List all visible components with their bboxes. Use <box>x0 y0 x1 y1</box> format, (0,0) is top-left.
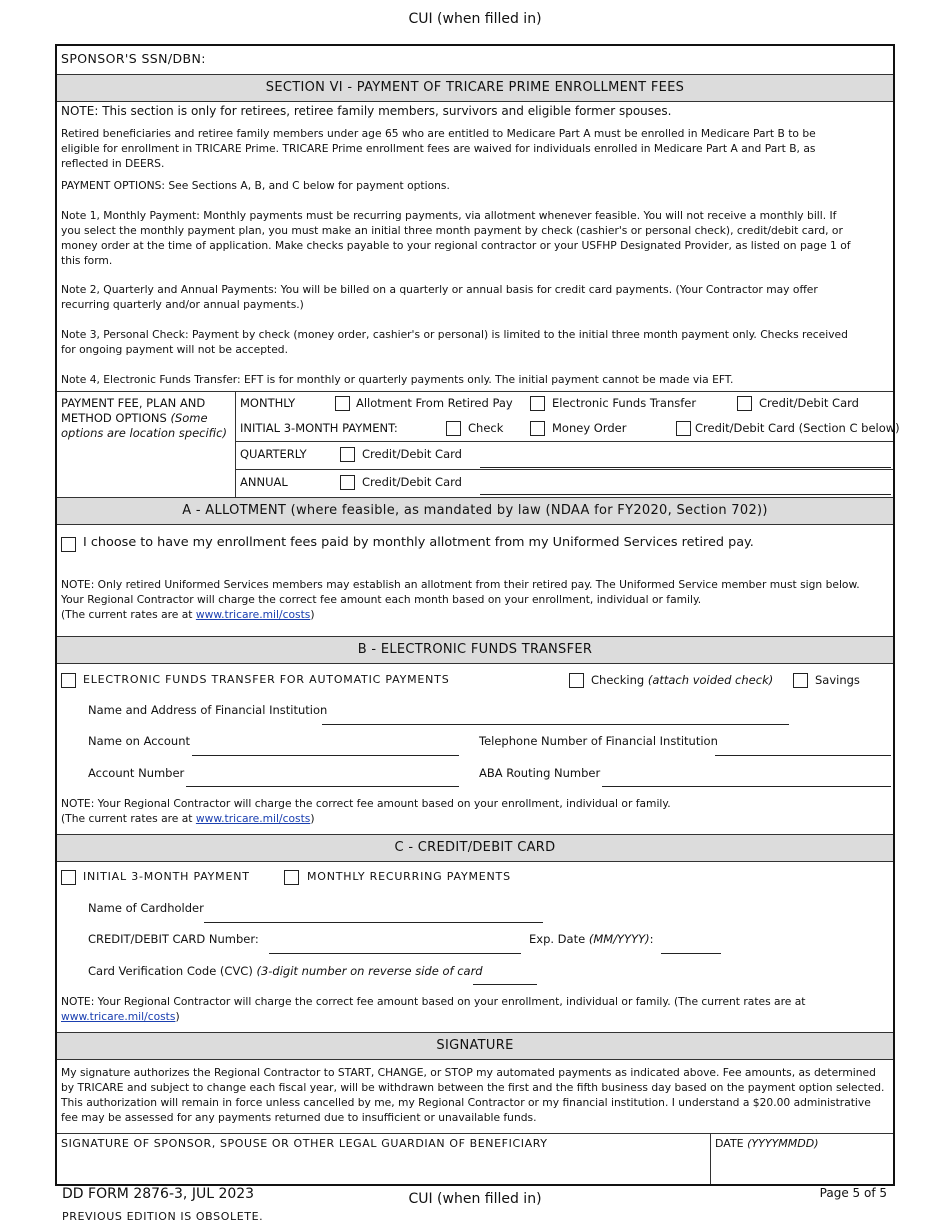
exp-date-field[interactable] <box>661 953 721 954</box>
allotment-choose-label: I choose to have my enrollment fees paid by monthly allotment from my Uniformed Services retired pay. <box>83 535 754 550</box>
quarterly-credit-debit-checkbox[interactable] <box>340 447 355 462</box>
financial-institution-label: Name and Address of Financial Institution <box>88 703 328 717</box>
rates-link[interactable]: www.tricare.mil/costs <box>61 1010 176 1023</box>
allotment-checkbox[interactable] <box>335 396 350 411</box>
divider <box>235 391 236 497</box>
divider <box>57 391 893 392</box>
monthly-label: MONTHLY <box>240 396 296 410</box>
checking-label: Checking (attach voided check) <box>591 673 774 687</box>
eft-auto-checkbox[interactable] <box>61 673 76 688</box>
form-page <box>55 44 900 1186</box>
savings-label: Savings <box>815 673 860 687</box>
section-a-header: A - ALLOTMENT (where feasible, as mandated by law (NDAA for FY2020, Section 702)) <box>57 497 893 525</box>
obsolete-notice: PREVIOUS EDITION IS OBSOLETE. <box>62 1210 264 1223</box>
initial-credit-debit-label: Credit/Debit Card (Section C below) <box>695 421 900 435</box>
date-label: DATE (YYYYMMDD) <box>715 1137 819 1150</box>
account-number-field[interactable] <box>186 786 459 787</box>
sponsor-signature-label: SIGNATURE OF SPONSOR, SPOUSE OR OTHER LEGAL GUARDIAN OF BENEFICIARY <box>61 1137 548 1150</box>
card-number-field[interactable] <box>269 953 521 954</box>
telephone-field[interactable] <box>715 755 891 756</box>
note-3: Note 3, Personal Check: Payment by check (money order, cashier's or personal) is limited to the initial three month payment only. Checks received for ongoing payment will not be accepted. <box>61 328 848 356</box>
sponsor-ssn-label: SPONSOR'S SSN/DBN: <box>61 51 206 66</box>
savings-checkbox[interactable] <box>793 673 808 688</box>
allotment-label: Allotment From Retired Pay <box>356 396 513 410</box>
cardholder-label: Name of Cardholder <box>88 901 204 915</box>
initial-3month-label: INITIAL 3-MONTH PAYMENT <box>83 870 250 883</box>
rates-link[interactable]: www.tricare.mil/costs <box>195 812 311 825</box>
account-number-label: Account Number <box>88 766 185 780</box>
payment-options-text: PAYMENT OPTIONS: See Sections A, B, and C below for payment options. <box>61 179 450 192</box>
initial-payment-label: INITIAL 3-MONTH PAYMENT: <box>240 421 398 435</box>
note-2: Note 2, Quarterly and Annual Payments: You will be billed on a quarterly or annual basis for credit card payments. (Your Contractor may offer recurring quarterly and/or annual payments.) <box>61 283 818 311</box>
quarterly-credit-debit-label: Credit/Debit Card <box>362 447 462 461</box>
annual-label: ANNUAL <box>240 475 288 489</box>
page-number: Page 5 of 5 <box>819 1186 887 1200</box>
exp-date-label: Exp. Date (MM/YYYY): <box>529 932 654 946</box>
payment-fee-label: PAYMENT FEE, PLAN AND METHOD OPTIONS (Some options are location specific) <box>61 396 227 440</box>
section-a-note: NOTE: Only retired Uniformed Services members may establish an allotment from their retired pay. The Uniformed Service member must sign below. Your Regional Contractor will charge the correct fee amount each month based on your enrollment, individual or family. <box>61 578 860 606</box>
cvc-label: Card Verification Code (CVC) (3-digit number on reverse side of card <box>88 964 483 978</box>
section-b-header: B - ELECTRONIC FUNDS TRANSFER <box>57 636 893 664</box>
cardholder-field[interactable] <box>204 922 543 923</box>
cui-footer: CUI (when filled in) <box>408 1191 542 1207</box>
card-number-label: CREDIT/DEBIT CARD Number: <box>88 932 259 946</box>
monthly-recurring-label: MONTHLY RECURRING PAYMENTS <box>307 870 511 883</box>
initial-3month-checkbox[interactable] <box>61 870 76 885</box>
section-a-rates: (The current rates are at www.tricare.mil/costs) <box>61 608 315 621</box>
section-c-header: C - CREDIT/DEBIT CARD <box>57 834 893 862</box>
telephone-label: Telephone Number of Financial Institution <box>479 734 718 748</box>
aba-field[interactable] <box>602 786 891 787</box>
divider <box>235 469 893 470</box>
money-order-checkbox[interactable] <box>530 421 545 436</box>
eft-auto-label: ELECTRONIC FUNDS TRANSFER FOR AUTOMATIC PAYMENTS <box>83 673 450 686</box>
cvc-field[interactable] <box>473 984 537 985</box>
divider <box>57 1133 893 1134</box>
form-number: DD FORM 2876-3, JUL 2023 <box>62 1186 255 1202</box>
quarterly-label: QUARTERLY <box>240 447 307 461</box>
annual-credit-debit-label: Credit/Debit Card <box>362 475 462 489</box>
check-label: Check <box>468 421 504 435</box>
name-on-account-label: Name on Account <box>88 734 190 748</box>
annual-credit-debit-checkbox[interactable] <box>340 475 355 490</box>
money-order-label: Money Order <box>552 421 627 435</box>
monthly-credit-debit-label: Credit/Debit Card <box>759 396 859 410</box>
section-b-rates: (The current rates are at www.tricare.mil/costs) <box>61 812 315 825</box>
medicare-text: Retired beneficiaries and retiree family members under age 65 who are entitled to Medicare Part A must be enrolled in Medicare Part B to be eligible for enrollment in TRICARE Prime. TRICARE Prime enrollment fees are waived for individuals enrolled in Medicare Part A and Part B, as reflected in DEERS. <box>61 127 816 170</box>
eft-checkbox[interactable] <box>530 396 545 411</box>
cui-header: CUI (when filled in) <box>408 11 542 27</box>
sponsor-signature-field[interactable] <box>61 1152 706 1182</box>
divider <box>710 1133 711 1184</box>
section-vi-header: SECTION VI - PAYMENT OF TRICARE PRIME ENROLLMENT FEES <box>57 74 893 102</box>
quarterly-field-line[interactable] <box>480 467 891 468</box>
annual-field-line[interactable] <box>480 494 891 495</box>
monthly-credit-debit-checkbox[interactable] <box>737 396 752 411</box>
section-vi-note: NOTE: This section is only for retirees, retiree family members, survivors and eligible former spouses. <box>61 104 672 118</box>
divider <box>235 441 893 442</box>
name-on-account-field[interactable] <box>192 755 459 756</box>
rates-link[interactable]: www.tricare.mil/costs <box>195 608 311 621</box>
note-1: Note 1, Monthly Payment: Monthly payments must be recurring payments, via allotment whenever feasible. You will not receive a monthly bill. If you select the monthly payment plan, you must make an initial three month payment by check (cashier's or personal check), credit/debit card, or money order at the time of application. Make checks payable to your regional contractor or your USFHP Designated Provider, as listed on page 1 of this form. <box>61 209 851 267</box>
allotment-choose-checkbox[interactable] <box>61 537 76 552</box>
eft-label: Electronic Funds Transfer <box>552 396 697 410</box>
checking-checkbox[interactable] <box>569 673 584 688</box>
section-c-note: NOTE: Your Regional Contractor will charge the correct fee amount based on your enrollment, individual or family. (The current rates are at www.tricare.mil/costs) <box>61 995 806 1023</box>
signature-text: My signature authorizes the Regional Contractor to START, CHANGE, or STOP my automated payments as indicated above. Fee amounts, as determined by TRICARE and subject to change each fiscal year, will be withdrawn between the first and the fifth business day based on the payment option selected. This authorization will remain in force unless cancelled by me, my Regional Contractor or my financial institution. I understand a $20.00 administrative fee may be assessed for any payments returned due to insufficient or unavailable funds. <box>61 1066 885 1124</box>
signature-header: SIGNATURE <box>57 1032 893 1060</box>
monthly-recurring-checkbox[interactable] <box>284 870 299 885</box>
sponsor-ssn-row[interactable] <box>57 46 893 74</box>
aba-label: ABA Routing Number <box>479 766 601 780</box>
initial-credit-debit-checkbox[interactable] <box>676 421 691 436</box>
date-field[interactable] <box>715 1152 889 1182</box>
check-checkbox[interactable] <box>446 421 461 436</box>
note-4: Note 4, Electronic Funds Transfer: EFT is for monthly or quarterly payments only. The initial payment cannot be made via EFT. <box>61 373 734 386</box>
financial-institution-field[interactable] <box>322 724 789 725</box>
section-b-note: NOTE: Your Regional Contractor will charge the correct fee amount based on your enrollment, individual or family. <box>61 797 671 810</box>
